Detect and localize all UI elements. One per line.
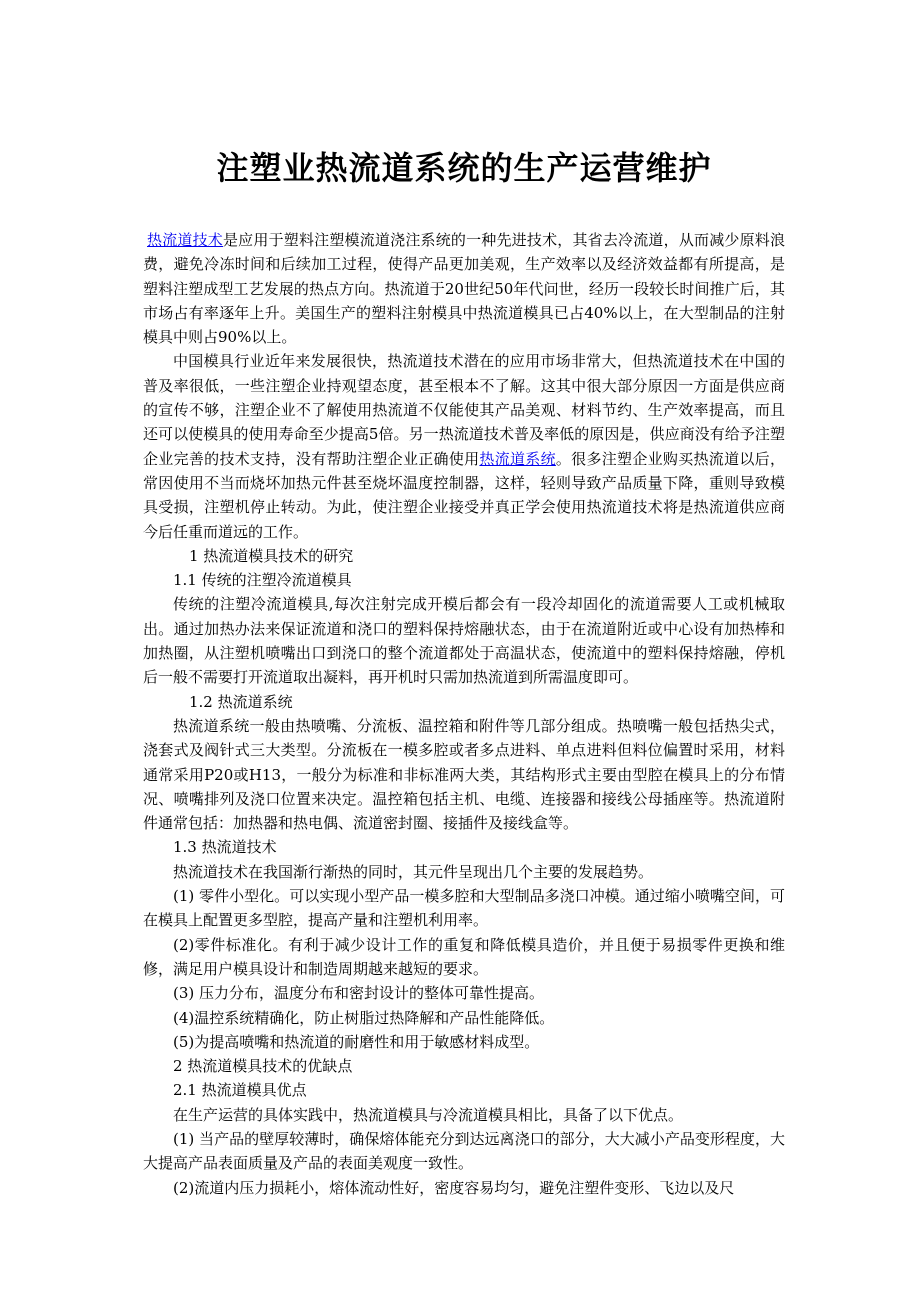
section-1-1-paragraph: 传统的注塑冷流道模具,每次注射完成开模后都会有一段冷却固化的流道需要人工或机械取出。通过加热办法来保证流道和浇口的塑料保持熔融状态，由于在流道附近或中心设有加热棒和加热圈，从注塑机喷嘴出口到浇口的整个流道都处于高温状态，使流道中的塑料保持熔融，停机后一般不需要打开流道取出凝料，再开机时只需加热流道到所需温度即可。 [143,595,785,687]
section-heading-1-3: 1.3 热流道技术 [173,838,277,857]
section-1-3-paragraph: 热流道技术在我国渐行渐热的同时，其元件呈现出几个主要的发展趋势。 [173,862,654,881]
section-1-2-paragraph: 热流道系统一般由热喷嘴、分流板、温控箱和附件等几部分组成。热喷嘴一般包括热尖式，浇套式及阀针式三大类型。分流板在一模多腔或者多点进料、单点进料但料位偏置时采用，材料通常采用P20或H13，一般分为标准和非标准两大类，其结构形式主要由型腔在模具上的分布情况、喷嘴排列及浇口位置来决定。温控箱包括主机、电缆、连接器和接线公母插座等。热流道附件通常包括：加热器和热电偶、流道密封圈、接插件及接线盒等。 [143,716,785,833]
market-paragraph [143,349,785,543]
document-title: 注塑业热流道系统的生产运营维护 [216,149,712,187]
market-text-2: 。很多注塑企业购买热流道以后，常因使用不当而烧坏加热元件甚至烧坏温度控制器，这样，轻则导致产品质量下降，重则导致模具受损，注塑机停止转动。为此，使注塑企业接受并真正学会使用热流道技术将是热流道供应商今后任重而道远的工作。 [143,449,785,541]
trend-item: (1) 零件小型化。可以实现小型产品一模多腔和大型制品多浇口冲模。通过缩小喷嘴空间，可在模具上配置更多型腔，提高产量和注塑机利用率。 [143,887,785,930]
section-heading-1: 1 热流道模具技术的研究 [189,546,354,565]
advantage-item: (2)流道内压力损耗小，熔体流动性好，密度容易均匀，避免注塑件变形、飞边以及尺 [173,1178,735,1197]
trend-item: (3) 压力分布，温度分布和密封设计的整体可靠性提高。 [173,984,545,1003]
section-2-1-paragraph: 在生产运营的具体实践中，热流道模具与冷流道模具相比，具备了以下优点。 [173,1105,684,1124]
trend-item: (4)温控系统精确化，防止树脂过热降解和产品性能降低。 [173,1008,555,1027]
trend-item: (2)零件标准化。有利于减少设计工作的重复和降低模具造价，并且便于易损零件更换和维修，满足用户模具设计和制造周期越来越短的要求。 [143,935,785,978]
section-heading-2: 2 热流道模具技术的优缺点 [173,1057,353,1076]
section-heading-2-1: 2.1 热流道模具优点 [173,1081,307,1100]
advantage-item: (1) 当产品的壁厚较薄时，确保熔体能充分到达远离浇口的部分，大大减小产品变形程度，大大提高产品表面质量及产品的表面美观度一致性。 [143,1129,785,1173]
section-heading-1-2: 1.2 热流道系统 [189,692,293,711]
section-heading-1-1: 1.1 传统的注塑冷流道模具 [173,571,352,590]
trend-item: (5)为提高喷嘴和热流道的耐磨性和用于敏感材料成型。 [173,1032,540,1051]
hot-runner-system-link[interactable]: 热流道系统 [479,449,556,468]
market-text-1: 中国模具行业近年来发展很快，热流道技术潜在的应用市场非常大，但热流道技术在中国的普及率很低，一些注塑企业持观望态度，甚至根本不了解。这其中很大部分原因一方面是供应商的宣传不够，注塑企业不了解使用热流道不仅能使其产品美观、材料节约、生产效率提高，而且还可以使模具的使用寿命至少提高5倍。另一热流道技术普及率低的原因是，供应商没有给予注塑企业完善的技术支持，没有帮助注塑企业正确使用 [143,352,785,468]
intro-text: 是应用于塑料注塑模流道浇注系统的一种先进技术，其省去冷流道，从而减少原料浪费，避免冷冻时间和后续加工过程，使得产品更加美观，生产效率以及经济效益都有所提高，是塑料注塑成型工艺发展的热点方向。热流道于20世纪50年代问世，经历一段较长时间推广后，其市场占有率逐年上升。美国生产的塑料注射模具中热流道模具已占40%以上，在大型制品的注射模具中则占90%以上。 [143,231,785,347]
intro-paragraph [143,228,785,349]
hot-runner-technology-link[interactable]: 热流道技术 [147,231,223,249]
